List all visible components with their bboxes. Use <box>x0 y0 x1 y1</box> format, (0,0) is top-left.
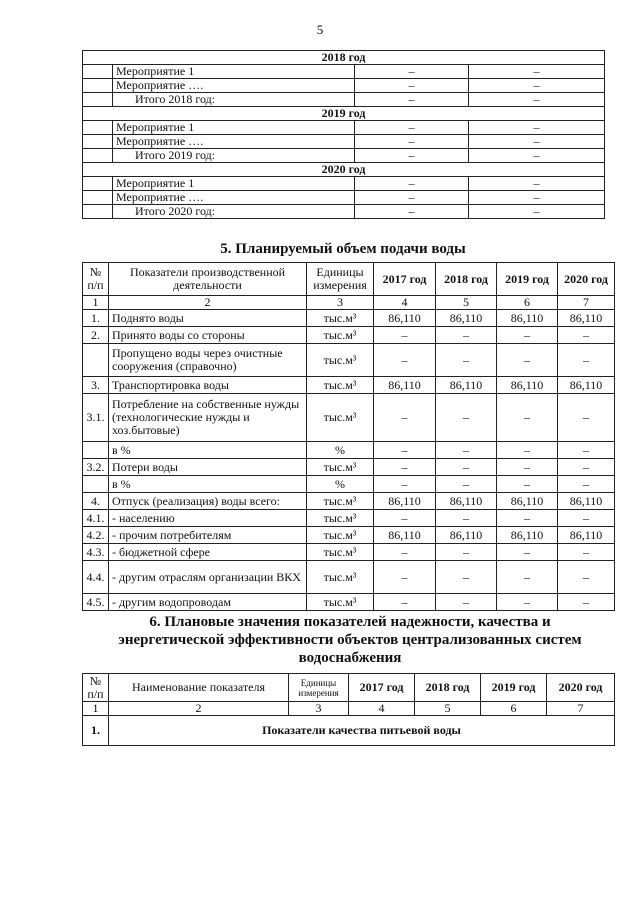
value-cell: – <box>497 544 558 561</box>
unit-cell: тыс.м³ <box>307 327 374 344</box>
event-name: Итого 2020 год: <box>113 205 355 219</box>
row-number: 4.2. <box>83 527 109 544</box>
value-cell: 86,110 <box>558 310 615 327</box>
row-number: 2. <box>83 327 109 344</box>
value-cell: 86,110 <box>558 527 615 544</box>
row-number: 1. <box>83 310 109 327</box>
event-name: Мероприятие 1 <box>113 65 355 79</box>
column-number: 1 <box>83 702 109 716</box>
column-header: 2019 год <box>497 263 558 296</box>
value-cell: – <box>436 594 497 611</box>
value-cell: – <box>497 344 558 377</box>
indicator-name: Принято воды со стороны <box>109 327 307 344</box>
value-cell: – <box>469 121 605 135</box>
column-number: 3 <box>289 702 349 716</box>
unit-cell: тыс.м³ <box>307 527 374 544</box>
event-name: Мероприятие …. <box>113 191 355 205</box>
value-cell: – <box>436 510 497 527</box>
table-row <box>83 459 615 476</box>
indicator-name: - другим отраслям организации ВКХ <box>109 561 307 594</box>
unit-cell: тыс.м³ <box>307 510 374 527</box>
section6-title: 6. Плановые значения показателей надежности, качества и энергетической эффективности объектов централизованных систем водоснабжения <box>118 614 582 666</box>
column-number: 7 <box>547 702 615 716</box>
value-cell: 86,110 <box>374 527 436 544</box>
row-number: 4. <box>83 493 109 510</box>
row-number: 1. <box>83 716 109 746</box>
value-cell: – <box>374 561 436 594</box>
value-cell: – <box>558 561 615 594</box>
table-row <box>83 191 605 205</box>
column-number: 2 <box>109 296 307 310</box>
value-cell: – <box>374 544 436 561</box>
value-cell: 86,110 <box>497 377 558 394</box>
value-cell: – <box>374 594 436 611</box>
value-cell: 86,110 <box>436 310 497 327</box>
row-number: 4.3. <box>83 544 109 561</box>
unit-cell: % <box>307 442 374 459</box>
blank-cell <box>83 177 113 191</box>
blank-cell <box>83 121 113 135</box>
value-cell: – <box>374 476 436 493</box>
table-row <box>83 344 615 377</box>
value-cell: – <box>374 394 436 442</box>
value-cell: – <box>469 149 605 163</box>
blank-cell <box>83 65 113 79</box>
value-cell: 86,110 <box>374 377 436 394</box>
column-number: 5 <box>415 702 481 716</box>
table-row <box>83 527 615 544</box>
value-cell: – <box>469 93 605 107</box>
column-number: 3 <box>307 296 374 310</box>
unit-cell: тыс.м³ <box>307 377 374 394</box>
unit-cell: тыс.м³ <box>307 594 374 611</box>
header-row <box>83 263 615 296</box>
value-cell: – <box>374 344 436 377</box>
value-cell: 86,110 <box>436 493 497 510</box>
column-header: Единицы измерения <box>307 263 374 296</box>
table-row <box>83 121 605 135</box>
column-header: 2018 год <box>436 263 497 296</box>
section-heading: Показатели качества питьевой воды <box>109 716 615 746</box>
table-row <box>83 476 615 493</box>
blank-cell <box>83 149 113 163</box>
value-cell: – <box>374 442 436 459</box>
table-row <box>83 394 615 442</box>
table-row <box>83 135 605 149</box>
value-cell: – <box>436 344 497 377</box>
blank-cell <box>83 191 113 205</box>
value-cell: – <box>374 510 436 527</box>
year-row <box>83 163 605 177</box>
value-cell: – <box>558 344 615 377</box>
value-cell: – <box>469 135 605 149</box>
row-number: 3.2. <box>83 459 109 476</box>
value-cell: – <box>469 65 605 79</box>
table-row <box>83 716 615 746</box>
value-cell: – <box>497 394 558 442</box>
value-cell: 86,110 <box>374 493 436 510</box>
value-cell: – <box>558 442 615 459</box>
value-cell: – <box>558 394 615 442</box>
table-row <box>83 510 615 527</box>
value-cell: – <box>355 121 469 135</box>
value-cell: – <box>497 561 558 594</box>
value-cell: 86,110 <box>436 377 497 394</box>
table-row <box>83 205 605 219</box>
value-cell: – <box>355 79 469 93</box>
column-header: Единицы измерения <box>289 674 349 702</box>
year-row <box>83 107 605 121</box>
unit-cell: тыс.м³ <box>307 310 374 327</box>
value-cell: – <box>497 459 558 476</box>
column-number: 6 <box>497 296 558 310</box>
value-cell: – <box>355 135 469 149</box>
value-cell: – <box>436 561 497 594</box>
value-cell: – <box>558 327 615 344</box>
column-number-row <box>83 702 615 716</box>
event-name: Мероприятие …. <box>113 79 355 93</box>
indicator-name: Потери воды <box>109 459 307 476</box>
unit-cell: тыс.м³ <box>307 344 374 377</box>
event-name: Итого 2018 год: <box>113 93 355 107</box>
year-label: 2020 год <box>83 163 605 177</box>
column-number: 4 <box>349 702 415 716</box>
indicator-name: - другим водопроводам <box>109 594 307 611</box>
value-cell: – <box>355 191 469 205</box>
table-row <box>83 544 615 561</box>
indicator-name: в % <box>109 476 307 493</box>
value-cell: – <box>469 191 605 205</box>
unit-cell: тыс.м³ <box>307 459 374 476</box>
column-header: 2020 год <box>547 674 615 702</box>
column-header: 2018 год <box>415 674 481 702</box>
unit-cell: тыс.м³ <box>307 493 374 510</box>
value-cell: – <box>558 459 615 476</box>
value-cell: 86,110 <box>436 527 497 544</box>
section5-title: 5. Планируемый объем подачи воды <box>220 241 466 257</box>
value-cell: 86,110 <box>497 527 558 544</box>
indicators-table <box>82 673 615 746</box>
indicator-name: - прочим потребителям <box>109 527 307 544</box>
page-number: 5 <box>316 22 324 37</box>
column-header: Наименование показателя <box>109 674 289 702</box>
row-number: 4.4. <box>83 561 109 594</box>
value-cell: – <box>355 93 469 107</box>
column-number: 4 <box>374 296 436 310</box>
unit-cell: тыс.м³ <box>307 394 374 442</box>
table-row <box>83 310 615 327</box>
value-cell: – <box>558 594 615 611</box>
value-cell: – <box>497 442 558 459</box>
value-cell: – <box>436 544 497 561</box>
blank-cell <box>83 205 113 219</box>
row-number <box>83 344 109 377</box>
unit-cell: тыс.м³ <box>307 544 374 561</box>
value-cell: – <box>355 177 469 191</box>
value-cell: – <box>497 594 558 611</box>
column-number: 1 <box>83 296 109 310</box>
value-cell: – <box>558 544 615 561</box>
column-header: № п/п <box>83 674 109 702</box>
column-header: № п/п <box>83 263 109 296</box>
row-number: 3.1. <box>83 394 109 442</box>
column-number: 5 <box>436 296 497 310</box>
value-cell: – <box>374 459 436 476</box>
value-cell: 86,110 <box>374 310 436 327</box>
value-cell: – <box>469 177 605 191</box>
indicator-name: - населению <box>109 510 307 527</box>
table-row <box>83 594 615 611</box>
row-number <box>83 476 109 493</box>
value-cell: 86,110 <box>497 310 558 327</box>
row-number: 3. <box>83 377 109 394</box>
value-cell: – <box>355 205 469 219</box>
table-row <box>83 65 605 79</box>
column-number: 2 <box>109 702 289 716</box>
blank-cell <box>83 79 113 93</box>
table-row <box>83 377 615 394</box>
value-cell: 86,110 <box>558 493 615 510</box>
value-cell: – <box>469 205 605 219</box>
value-cell: – <box>355 65 469 79</box>
table-row <box>83 79 605 93</box>
water-supply-table <box>82 262 615 611</box>
table-row <box>83 93 605 107</box>
table-row <box>83 493 615 510</box>
event-name: Мероприятие 1 <box>113 177 355 191</box>
indicator-name: Поднято воды <box>109 310 307 327</box>
column-header: 2017 год <box>374 263 436 296</box>
table-row <box>83 327 615 344</box>
value-cell: – <box>558 476 615 493</box>
header-row <box>83 674 615 702</box>
value-cell: – <box>558 510 615 527</box>
column-number-row <box>83 296 615 310</box>
blank-cell <box>83 93 113 107</box>
value-cell: – <box>436 394 497 442</box>
unit-cell: % <box>307 476 374 493</box>
table-row <box>83 442 615 459</box>
column-header: 2017 год <box>349 674 415 702</box>
value-cell: – <box>497 510 558 527</box>
indicator-name: Отпуск (реализация) воды всего: <box>109 493 307 510</box>
indicator-name: в % <box>109 442 307 459</box>
row-number <box>83 442 109 459</box>
column-number: 6 <box>481 702 547 716</box>
value-cell: – <box>355 149 469 163</box>
indicator-name: Потребление на собственные нужды (технологические нужды и хоз.бытовые) <box>109 394 307 442</box>
value-cell: – <box>436 476 497 493</box>
event-name: Итого 2019 год: <box>113 149 355 163</box>
table-row <box>83 177 605 191</box>
value-cell: – <box>436 327 497 344</box>
event-name: Мероприятие …. <box>113 135 355 149</box>
indicator-name: Транспортировка воды <box>109 377 307 394</box>
value-cell: – <box>497 327 558 344</box>
indicator-name: - бюджетной сфере <box>109 544 307 561</box>
events-table <box>82 50 605 219</box>
event-name: Мероприятие 1 <box>113 121 355 135</box>
row-number: 4.1. <box>83 510 109 527</box>
value-cell: – <box>497 476 558 493</box>
blank-cell <box>83 135 113 149</box>
value-cell: – <box>374 327 436 344</box>
column-header: Показатели производственной деятельности <box>109 263 307 296</box>
value-cell: 86,110 <box>497 493 558 510</box>
value-cell: – <box>469 79 605 93</box>
year-label: 2019 год <box>83 107 605 121</box>
value-cell: – <box>436 459 497 476</box>
column-number: 7 <box>558 296 615 310</box>
value-cell: – <box>436 442 497 459</box>
row-number: 4.5. <box>83 594 109 611</box>
table-row <box>83 149 605 163</box>
year-label: 2018 год <box>83 51 605 65</box>
unit-cell: тыс.м³ <box>307 561 374 594</box>
column-header: 2020 год <box>558 263 615 296</box>
value-cell: 86,110 <box>558 377 615 394</box>
indicator-name: Пропущено воды через очистные сооружения (справочно) <box>109 344 307 377</box>
year-row <box>83 51 605 65</box>
column-header: 2019 год <box>481 674 547 702</box>
table-row <box>83 561 615 594</box>
